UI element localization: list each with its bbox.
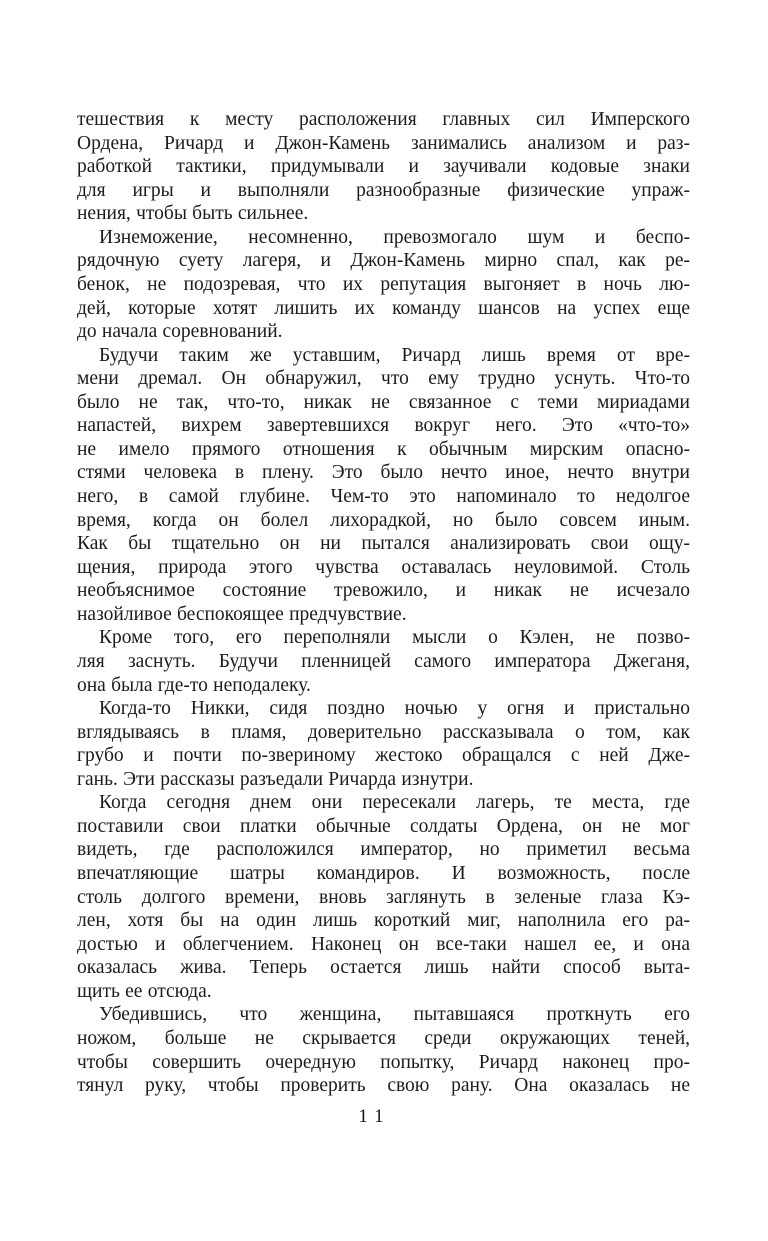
text-line: работкой тактики, придумывали и заучивали кодовые знаки [77, 156, 690, 178]
text-line: лен, хотя бы на один лишь короткий миг, наполнила его ра- [77, 910, 690, 932]
text-line: щить ее отсюда. [77, 980, 212, 1002]
text-line: не имело прямого отношения к обычным мирским опасно- [77, 438, 690, 460]
page-text-block [77, 108, 690, 1098]
text-line: гань. Эти рассказы разъедали Ричарда изнутри. [77, 768, 474, 790]
text-line: столь долгого времени, вновь заглянуть в зеленые глаза Кэ- [77, 886, 690, 908]
text-line: Будучи таким же уставшим, Ричард лишь время от вре- [99, 344, 690, 366]
text-line: Кроме того, его переполняли мысли о Кэлен, не позво- [99, 627, 690, 649]
text-line: тешествия к месту расположения главных сил Имперского [77, 109, 690, 130]
text-line: напастей, вихрем завертевшихся вокруг него. Это «что-то» [77, 415, 690, 437]
text-line: стями человека в плену. Это было нечто иное, нечто внутри [77, 462, 690, 484]
text-line: было не так, что-то, никак не связанное с теми мириадами [77, 391, 690, 413]
text-line: Когда-то Никки, сидя поздно ночью у огня и пристально [99, 698, 690, 720]
paragraph [77, 1003, 690, 1097]
text-line: щения, природа этого чувства оставалась неуловимой. Столь [77, 556, 690, 578]
paragraph [77, 226, 690, 344]
text-line: дей, которые хотят лишить их команду шансов на успех еще [77, 297, 690, 319]
text-line: поставили свои платки обычные солдаты Ордена, он не мог [77, 815, 690, 837]
text-line: необъяснимое состояние тревожило, и никак не исчезало [77, 580, 690, 602]
text-line: для игры и выполняли разнообразные физические упраж- [77, 179, 690, 201]
text-line: него, в самой глубине. Чем-то это напоминало то недолгое [77, 486, 690, 507]
text-line: назойливое беспокоящее предчувствие. [77, 603, 407, 625]
text-line: Убедившись, что женщина, пытавшаяся проткнуть его [99, 1004, 690, 1026]
text-line: ляя заснуть. Будучи пленницей самого императора Джеганя, [77, 650, 690, 672]
text-line: она была где-то неподалеку. [77, 674, 311, 696]
text-line: грубо и почти по-звериному жестоко обращался с ней Дже- [77, 745, 690, 767]
paragraph [77, 697, 690, 791]
text-line: Как бы тщательно он ни пытался анализировать свои ощу- [77, 533, 690, 555]
text-line: ножом, больше не скрывается среди окружающих теней, [77, 1027, 690, 1049]
paragraph [77, 344, 690, 627]
page-number: 11 [358, 1106, 391, 1127]
text-line: достью и облегчением. Наконец он все-таки нашел ее, и она [77, 933, 690, 955]
text-line: Изнеможение, несомненно, превозмогало шум и беспо- [99, 226, 690, 248]
text-line: видеть, где расположился император, но приметил весьма [77, 839, 690, 861]
text-line: чтобы совершить очередную попытку, Ричард наконец про- [77, 1051, 690, 1073]
paragraph [77, 108, 690, 226]
text-line: Когда сегодня днем они пересекали лагерь, те места, где [99, 792, 690, 814]
text-line: мени дремал. Он обнаружил, что ему трудно уснуть. Что-то [77, 368, 690, 390]
text-line: до начала соревнований. [77, 321, 283, 343]
text-line: рядочную суету лагеря, и Джон-Камень мирно спал, как ре- [77, 250, 690, 272]
text-line: тянул руку, чтобы проверить свою рану. Она оказалась не [77, 1075, 690, 1097]
text-line: нения, чтобы быть сильнее. [77, 203, 309, 225]
paragraph [77, 626, 690, 697]
text-line: вглядываясь в пламя, доверительно рассказывала о том, как [77, 721, 690, 743]
paragraph [77, 791, 690, 1003]
text-line: бенок, не подозревая, что их репутация выгоняет в ночь лю- [77, 273, 690, 295]
text-line: Ордена, Ричард и Джон-Камень занимались анализом и раз- [77, 132, 690, 154]
text-line: время, когда он болел лихорадкой, но было совсем иным. [77, 509, 690, 531]
text-line: впечатляющие шатры командиров. И возможность, после [77, 863, 690, 884]
text-line: оказалась жива. Теперь остается лишь найти способ выта- [77, 957, 690, 979]
